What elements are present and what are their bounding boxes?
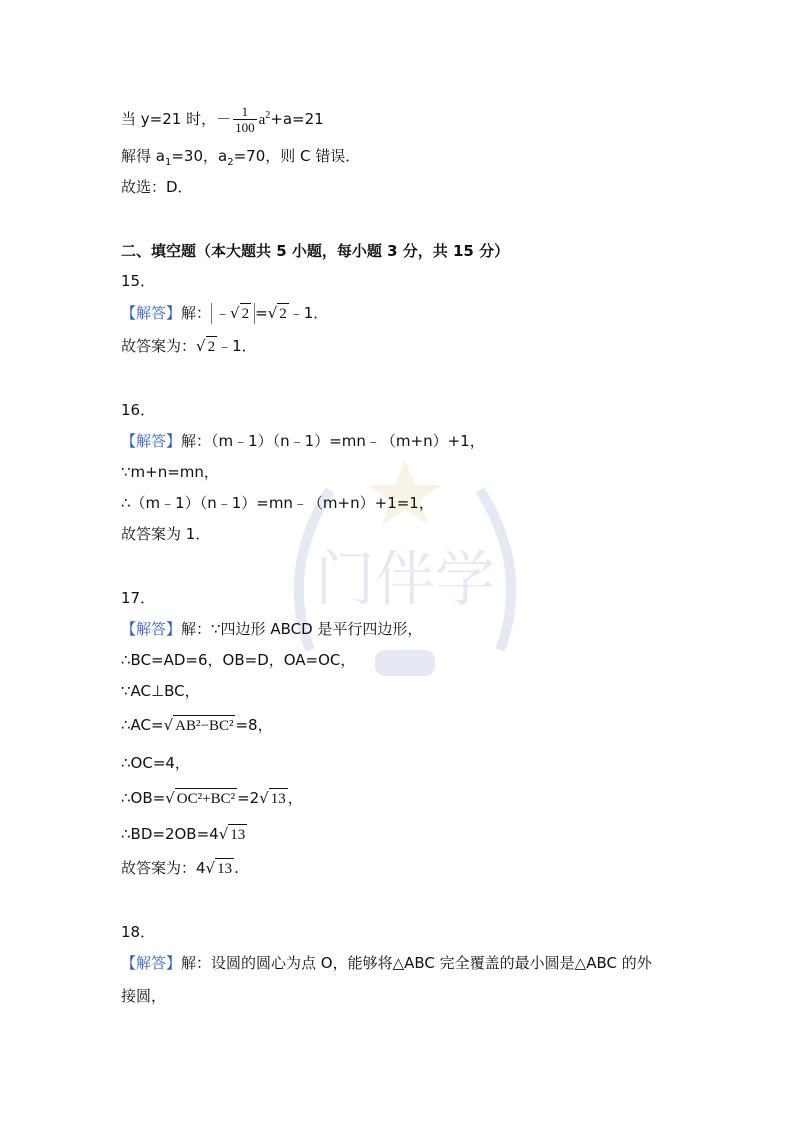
- q16-line-2: ∵m+n=mn，: [121, 463, 219, 481]
- absolute-value: [211, 303, 255, 324]
- text: 解：: [181, 304, 212, 322]
- q15-answer: [121, 335, 257, 357]
- text: ∴AC=: [121, 716, 164, 734]
- q17-line-1: [121, 618, 422, 640]
- question-number: 15．: [121, 272, 156, 290]
- radicand: OC²+BC²: [175, 788, 237, 809]
- text: ∴BD=2OB=4: [121, 825, 219, 843]
- radicand: 2: [277, 303, 289, 324]
- text: ﹣1．: [288, 304, 329, 322]
- radicand: 13: [269, 788, 288, 809]
- sqrt: √ 2: [267, 304, 287, 322]
- fraction-denominator: 100: [235, 120, 255, 135]
- sqrt: √ 13: [259, 789, 286, 807]
- text: ﹣: [215, 304, 231, 322]
- q18-line-1: [121, 952, 652, 974]
- text: 解：设圆的圆心为点 O，能够将△ABC 完全覆盖的最小圆是△ABC 的外: [181, 954, 652, 972]
- answer-tag: 【解答】: [121, 954, 182, 972]
- text: 解：∵四边形 ABCD 是平行四边形，: [181, 620, 423, 638]
- text: 解：（m﹣1）（n﹣1）=mn﹣（m+n）+1，: [181, 432, 485, 450]
- fraction-numerator: 1: [241, 104, 249, 119]
- sqrt: √ 13: [218, 825, 246, 843]
- q18-line-2: 接圆，: [121, 987, 167, 1005]
- sqrt: √ OC²+BC²: [165, 789, 236, 807]
- q16-answer: 故答案为 1．: [121, 525, 211, 543]
- text: 故答案为：4: [121, 859, 206, 877]
- watermark-logo: [270, 450, 540, 710]
- fraction: [233, 104, 257, 135]
- question-number: 17．: [121, 589, 156, 607]
- radicand: 13: [215, 858, 234, 879]
- line-1: [121, 104, 324, 135]
- text: 故答案为：: [121, 337, 197, 355]
- text: ，: [287, 789, 303, 807]
- q17-line-3: ∵AC⊥BC，: [121, 682, 200, 700]
- text: =30，a: [171, 147, 228, 165]
- q16-line-3: ∴（m﹣1）（n﹣1）=mn﹣（m+n）+1=1，: [121, 494, 434, 512]
- answer-tag: 【解答】: [121, 304, 182, 322]
- question-number: 16．: [121, 401, 156, 419]
- text: .: [234, 859, 239, 877]
- q17-line-4: [121, 714, 273, 736]
- text: ﹣1．: [217, 337, 257, 355]
- text: =8，: [235, 716, 273, 734]
- q17-line-7: [121, 823, 247, 845]
- text: =2: [237, 789, 260, 807]
- exponent: 2: [265, 110, 271, 121]
- q16-line-1: [121, 430, 485, 452]
- answer-tag: 【解答】: [121, 620, 182, 638]
- text: ∴OB=: [121, 789, 166, 807]
- answer-tag: 【解答】: [121, 432, 182, 450]
- section-title: 二、填空题（本大题共 5 小题，每小题 3 分，共 15 分）: [121, 242, 510, 260]
- watermark-text: 门伴学: [315, 545, 495, 615]
- q17-line-2: ∴BC=AD=6，OB=D，OA=OC，: [121, 651, 356, 669]
- text: +a=21: [270, 110, 324, 128]
- radicand: 13: [228, 824, 247, 845]
- text: =: [255, 304, 268, 322]
- sqrt: √ 13: [205, 859, 233, 877]
- sqrt: √ 2: [196, 337, 216, 355]
- text: 当 y=21 时，－: [121, 110, 232, 128]
- sqrt: √ AB²−BC²: [163, 716, 234, 734]
- radicand: 2: [206, 336, 218, 357]
- text: 解得 a: [121, 147, 165, 165]
- answer-line: 故选：D．: [121, 178, 193, 196]
- subscript: 1: [164, 157, 172, 168]
- sqrt: √ 2: [230, 304, 250, 322]
- q17-line-6: [121, 787, 303, 809]
- q17-answer: [121, 857, 239, 879]
- subscript: 2: [227, 157, 234, 168]
- question-number: 18．: [121, 923, 156, 941]
- line-2: [121, 145, 360, 174]
- radicand: AB²−BC²: [173, 715, 235, 736]
- var-a: a: [258, 112, 266, 128]
- q17-line-5: ∴OC=4，: [121, 754, 190, 772]
- q15-solution: [121, 302, 328, 324]
- radicand: 2: [240, 303, 252, 324]
- text: =70，则 C 错误．: [233, 147, 361, 165]
